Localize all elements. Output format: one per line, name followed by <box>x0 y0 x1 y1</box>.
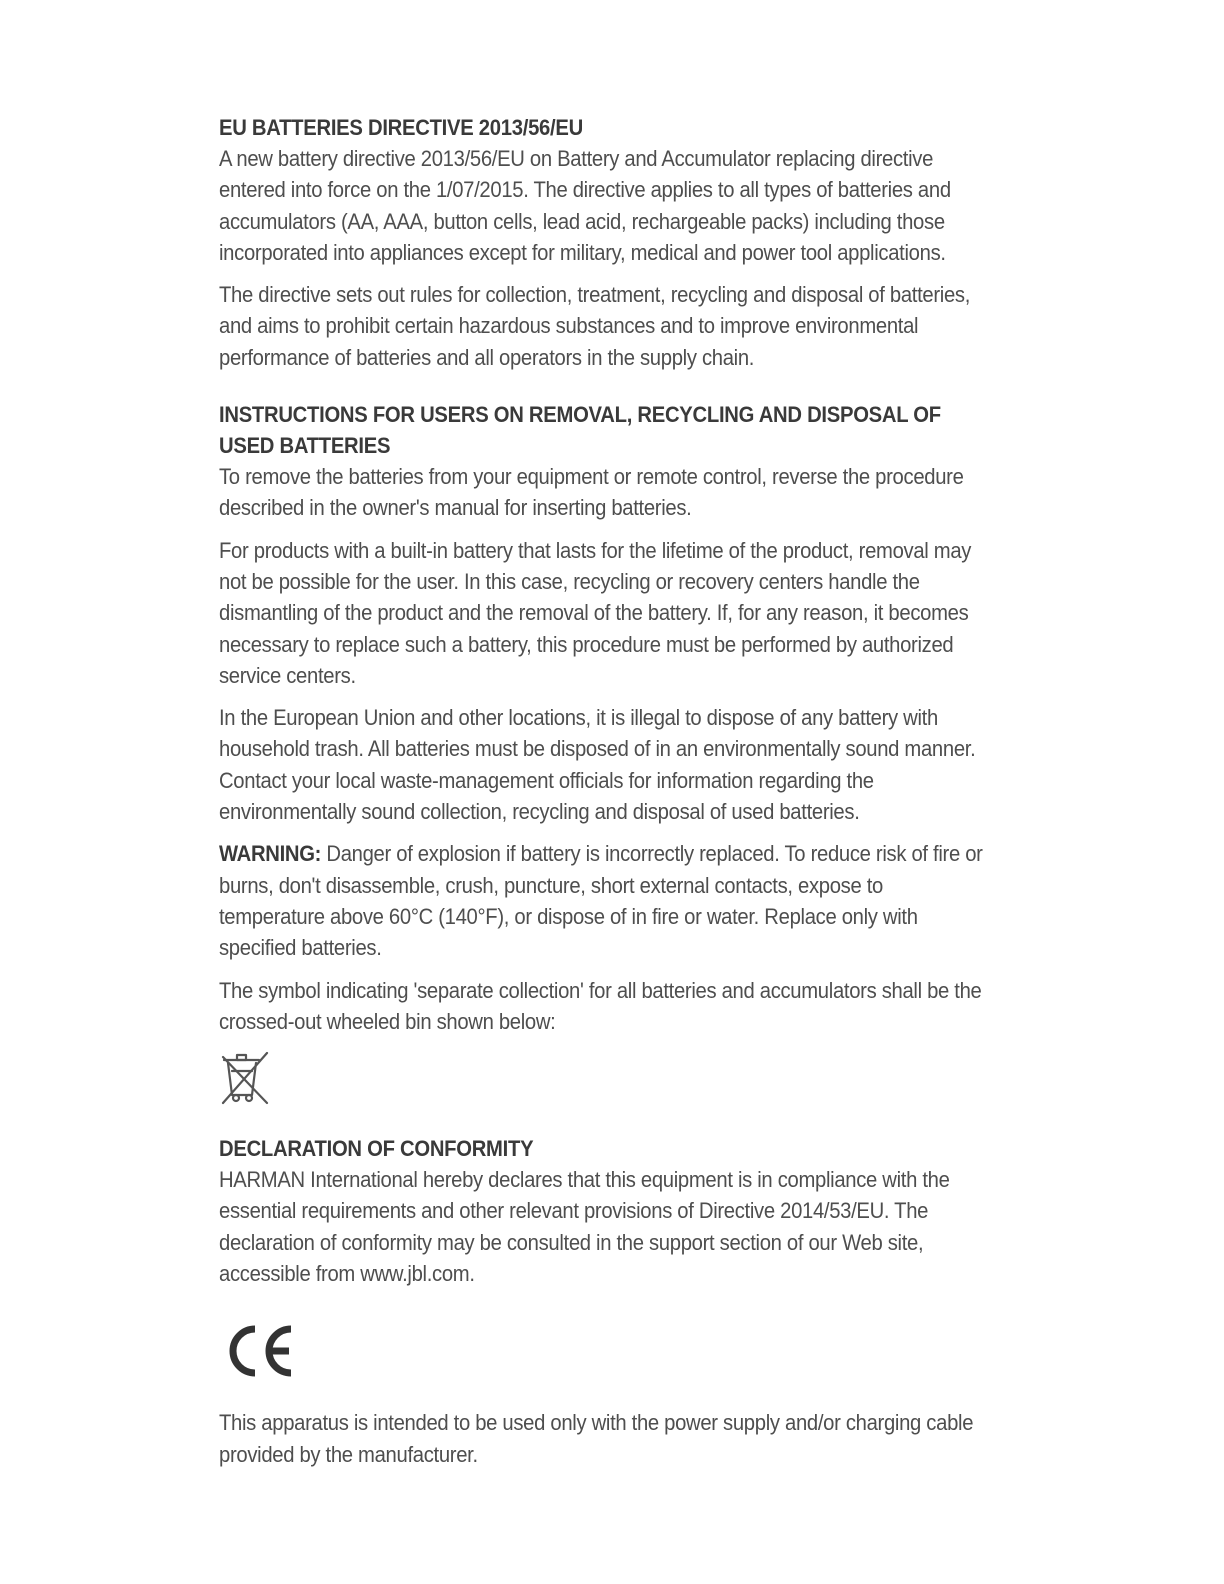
warning-text: Danger of explosion if battery is incorrectly replaced. To reduce risk of fire or burns, don't disassemble, crush, puncture, short external contacts, expose to temperature above 60°C (140°F), or dispose of in fire or water. Replace only with specified batteries. <box>219 841 983 961</box>
ce-mark-icon <box>219 1321 299 1381</box>
eu-disposal-paragraph: In the European Union and other locations, it is illegal to dispose of any battery with household trash. All batteries must be disposed of in an environmentally sound manner. Contact your local waste-management officials for information regarding the environmentally sound collection, recycling and disposal of used batteries. <box>219 705 976 825</box>
conformity-paragraph: HARMAN International hereby declares that this equipment is in compliance with the essential requirements and other relevant provisions of Directive 2014/53/EU. The declaration of conformity may be consulted in the support section of our Web site, accessible from www.jbl.com. <box>219 1167 950 1287</box>
directive-intro-paragraph: A new battery directive 2013/56/EU on Battery and Accumulator replacing directive entered into force on the 1/07/2015. The directive applies to all types of batteries and accumulators (AA, AAA, button cells, lead acid, rechargeable packs) including those incorporated into appliances except for military, medical and power tool applications. <box>219 146 951 265</box>
separate-collection-paragraph: The symbol indicating 'separate collection' for all batteries and accumulators shall be the crossed-out wheeled bin shown below: <box>219 977 982 1034</box>
crossed-out-wheeled-bin-icon <box>219 1051 271 1107</box>
eu-batteries-directive-heading: EU BATTERIES DIRECTIVE 2013/56/EU <box>219 115 583 140</box>
declaration-of-conformity-heading: DECLARATION OF CONFORMITY <box>219 1136 534 1162</box>
power-supply-paragraph: This apparatus is intended to be used only with the power supply and/or charging cable provided by the manufacturer. <box>219 1410 974 1467</box>
directive-rules-paragraph: The directive sets out rules for collection, treatment, recycling and disposal of batteries, and aims to prohibit certain hazardous substances and to improve environmental performance of batteries and all operators in the supply chain. <box>219 282 971 370</box>
built-in-battery-paragraph: For products with a built-in battery that lasts for the lifetime of the product, removal may not be possible for the user. In this case, recycling or recovery centers handle the dismantling of the product and the removal of the battery. If, for any reason, it becomes necessary to replace such a battery, this procedure must be performed by authorized service centers. <box>219 537 972 688</box>
removal-recycling-heading: INSTRUCTIONS FOR USERS ON REMOVAL, RECYCLING AND DISPOSAL OF USED BATTERIES <box>219 402 941 459</box>
warning-label: WARNING: <box>219 841 322 867</box>
remove-batteries-paragraph: To remove the batteries from your equipment or remote control, reverse the procedure described in the owner's manual for inserting batteries. <box>219 464 964 521</box>
warning-paragraph <box>219 838 993 963</box>
document-page <box>219 112 999 1470</box>
